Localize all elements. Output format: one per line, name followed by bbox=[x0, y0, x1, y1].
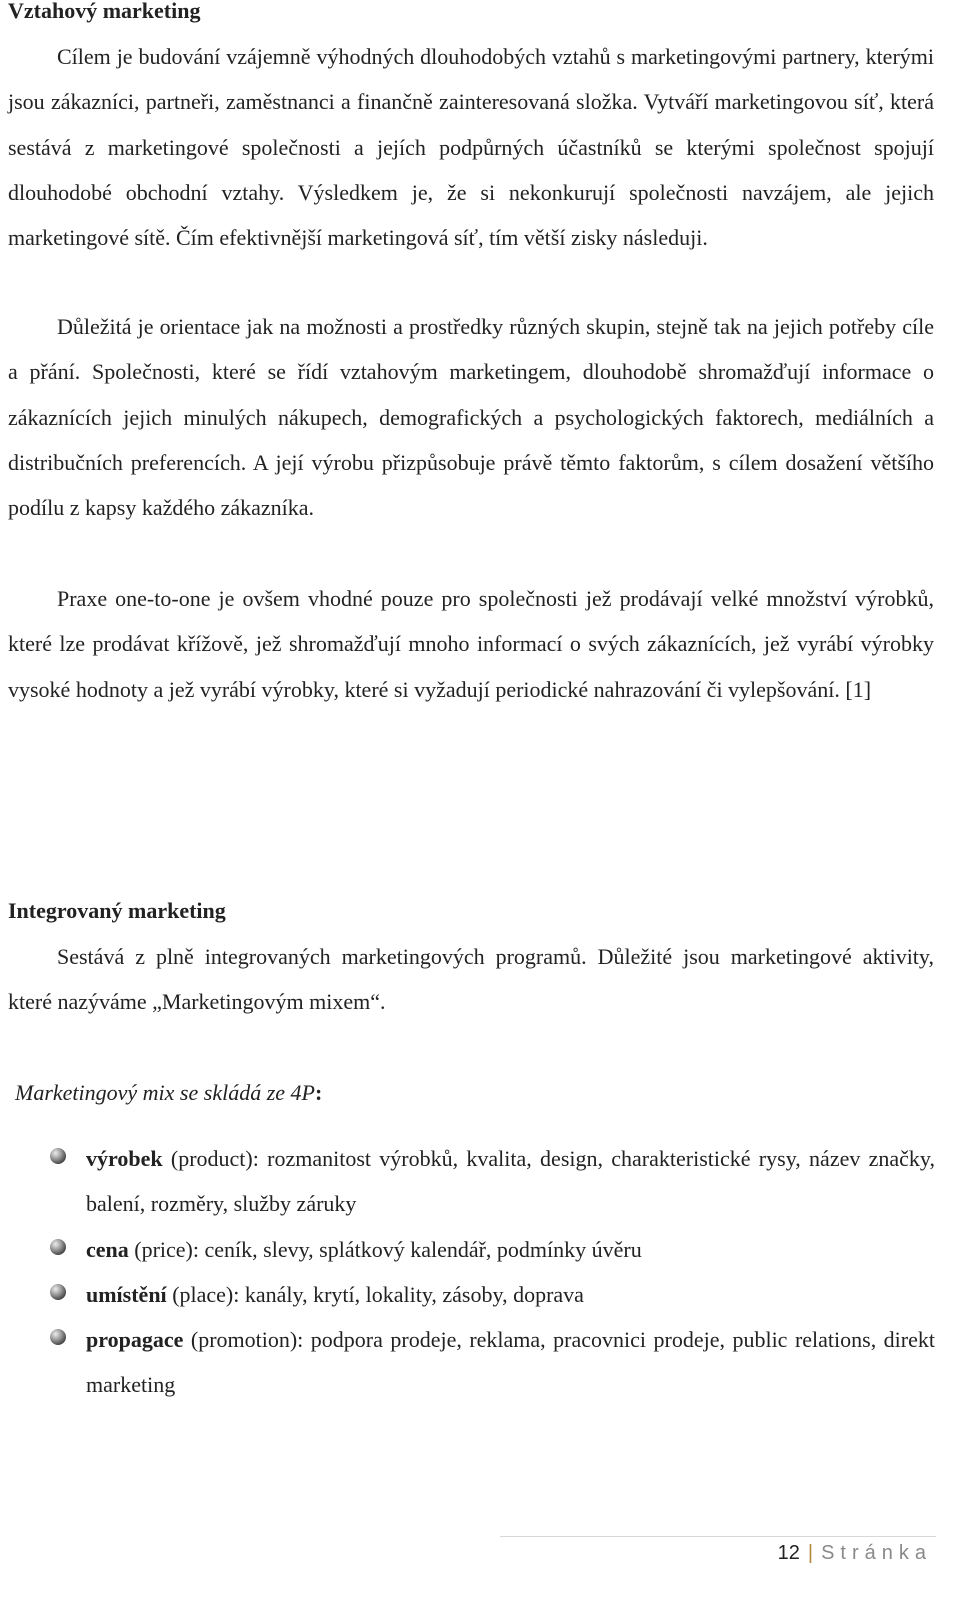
section-heading-vztahovy: Vztahový marketing bbox=[8, 0, 201, 23]
paragraph: Praxe one-to-one je ovšem vhodné pouze pro společnosti jež prodávají velké množství výrobků, které lze prodávat křížově, jež shromažďují mnoho informací o svých zákaznících, jež vyrábí výrobky vysoké hodnoty a jež vyrábí výrobky, které si vyžadují periodické nahrazování či vylepšování. [1] bbox=[8, 586, 934, 702]
list-item-text: (price): ceník, slevy, splátkový kalendář, podmínky úvěru bbox=[128, 1236, 642, 1262]
bullet-icon bbox=[50, 1239, 66, 1255]
list-item-term: výrobek bbox=[86, 1146, 163, 1171]
list-item-text: (promotion): podpora prodeje, reklama, pracovnici prodeje, public relations, direkt marketing bbox=[86, 1327, 935, 1398]
list-item-text: (place): kanály, krytí, lokality, zásoby, doprava bbox=[166, 1281, 584, 1307]
marketing-mix-title-text: Marketingový mix se skládá ze 4P bbox=[15, 1080, 315, 1105]
list-item bbox=[0, 1227, 935, 1272]
list-item-term: umístění bbox=[86, 1281, 167, 1307]
bullet-icon bbox=[50, 1329, 66, 1345]
paragraph: Důležitá je orientace jak na možnosti a prostředky různých skupin, stejně tak na jejich potřeby cíle a přání. Společnosti, které se řídí vztahovým marketingem, dlouhodobě shromažďují informace o zákaznících jejich minulých nákupech, demografických a psychologických faktorech, mediálních a distribučních preferencích. A její výrobu přizpůsobuje právě těmto faktorům, s cílem dosažení většího podílu z kapsy každého zákazníka. bbox=[8, 314, 934, 521]
list-item bbox=[0, 1272, 935, 1317]
list-item bbox=[0, 1317, 935, 1408]
bullet-icon bbox=[50, 1148, 66, 1164]
bullet-icon bbox=[50, 1284, 66, 1300]
page-number: 12 bbox=[777, 1542, 800, 1564]
list-item-term: cena bbox=[86, 1236, 129, 1262]
list-item-text: (product): rozmanitost výrobků, kvalita, design, charakteristické rysy, název značky, balení, rozměry, služby záruky bbox=[86, 1146, 935, 1217]
list-item-term: propagace bbox=[86, 1327, 184, 1353]
section-heading-integrovany: Integrovaný marketing bbox=[8, 898, 226, 923]
marketing-mix-title bbox=[15, 1078, 322, 1108]
page-footer bbox=[778, 1539, 932, 1567]
page-label: Stránka bbox=[821, 1542, 932, 1564]
paragraph: Sestává z plně integrovaných marketingových programů. Důležité jsou marketingové aktivity, které nazýváme „Marketingovým mixem“. bbox=[8, 944, 934, 1015]
marketing-mix-list bbox=[0, 1136, 935, 1408]
footer-separator: | bbox=[807, 1542, 814, 1564]
marketing-mix-title-colon: : bbox=[314, 1080, 323, 1105]
footer-divider bbox=[500, 1536, 936, 1537]
paragraph: Cílem je budování vzájemně výhodných dlouhodobých vztahů s marketingovými partnery, kterými jsou zákazníci, partneři, zaměstnanci a finančně zainteresovaná složka. Vytváří marketingovou síť, která sestává z marketingové společnosti a jejích podpůrných účastníků se kterými společnost spojují dlouhodobé obchodní vztahy. Výsledkem je, že si nekonkurují společnosti navzájem, ale jejich marketingové sítě. Čím efektivnější marketingová síť, tím větší zisky následuji. bbox=[8, 44, 934, 251]
list-item bbox=[0, 1136, 935, 1227]
